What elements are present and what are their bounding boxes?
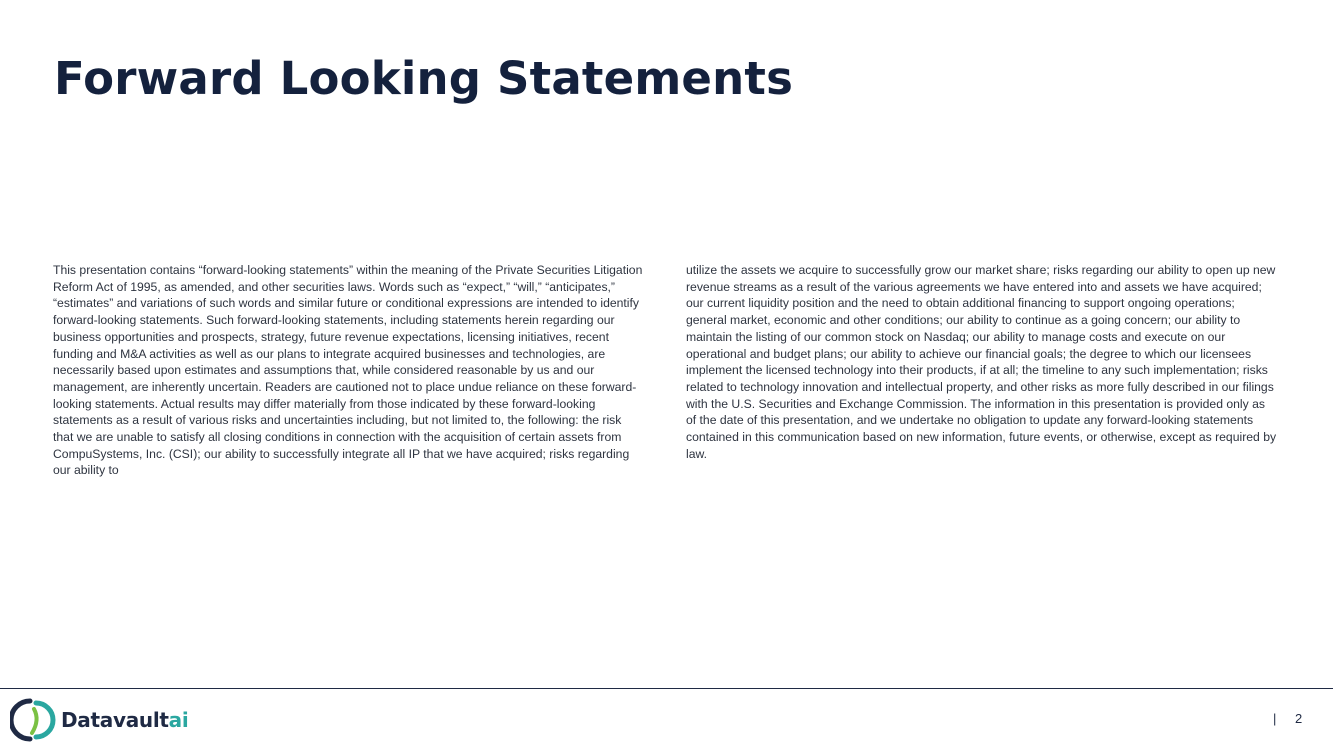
body-text-left: This presentation contains “forward-looking statements” within the meaning of the Private Securities Litigation Reform Act of 1995, as amended, and other securities laws. Words such as “expect,” “will,” “anticipates,” “estimates” and variations of such words and similar future or conditional expressions are intended to identify forward-looking statements. Such forward-looking statements, including statements herein regarding our business opportunities and prospects, strategy, future revenue expectations, licensing initiatives, recent funding and M&A activities as well as our plans to integrate acquired businesses and technologies, are necessarily based upon estimates and assumptions that, while considered reasonable by us and our management, are inherently uncertain. Readers are cautioned not to place undue reliance on these forward-looking statements. Actual results may differ materially from those indicated by these forward-looking statements as a result of various risks and uncertainties including, but not limited to, the following: the risk that we are unable to satisfy all closing conditions in connection with the acquisition of certain assets from CompuSystems, Inc. (CSI); our ability to successfully integrate all IP that we have acquired; risks regarding our ability to [53, 263, 643, 478]
logo-wordmark-main: Datavault [61, 708, 169, 732]
logo-wordmark [61, 708, 188, 732]
page-number: 2 [1295, 711, 1303, 726]
body-text-right: utilize the assets we acquire to successfully grow our market share; risks regarding our ability to open up new revenue streams as a result of the various agreements we have entered into and assets we have acquired; our current liquidity position and the need to obtain additional financing to support ongoing operations; general market, economic and other conditions; our ability to continue as a going concern; our ability to maintain the listing of our common stock on Nasdaq; our ability to manage costs and execute on our operational and budget plans; our ability to achieve our financial goals; the degree to which our licensees implement the licensed technology into their products, if at all; the timeline to any such implementation; risks related to technology innovation and intellectual property, and other risks as more fully described in our filings with the U.S. Securities and Exchange Commission. The information in this presentation is provided only as of the date of this presentation, and we undertake no obligation to update any forward-looking statements contained in this communication based on new information, future events, or otherwise, except as required by law. [686, 263, 1277, 461]
logo-wordmark-ai: ai [168, 708, 189, 732]
page-title: Forward Looking Statements [54, 52, 794, 105]
footer-logo [10, 697, 188, 743]
page-number-separator: | [1273, 711, 1277, 726]
datavault-logo-icon [10, 697, 56, 743]
footer-divider [0, 688, 1333, 689]
